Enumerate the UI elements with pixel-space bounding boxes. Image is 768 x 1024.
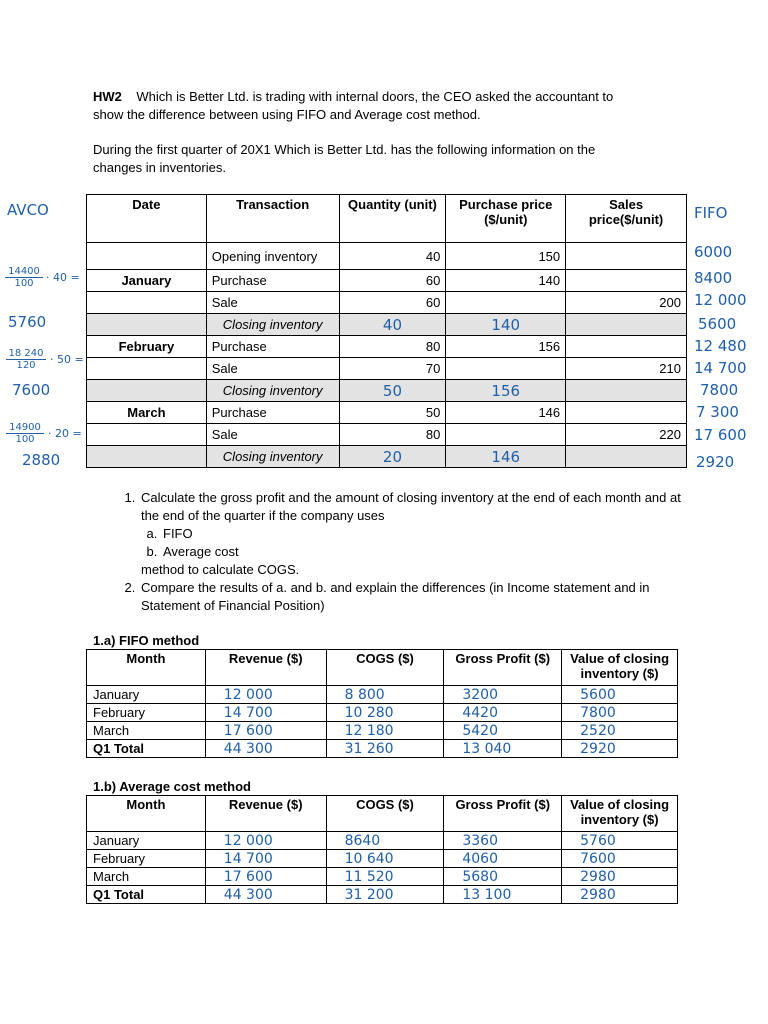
table-row: [87, 722, 678, 740]
avco-value-january: 5760: [8, 313, 47, 331]
cell-gross-profit: 3200: [444, 686, 562, 704]
table-row: [87, 336, 687, 358]
avco-fraction-february: [6, 348, 46, 371]
questions-list: [117, 489, 699, 615]
cell-month: March: [87, 722, 206, 740]
table-row: [87, 314, 687, 336]
avco-fraction-march: [6, 422, 44, 445]
cell-qty: 60: [339, 270, 446, 292]
cell-revenue: 17 600: [205, 722, 326, 740]
cell-price: 140: [446, 270, 566, 292]
cell-month: Q1 Total: [87, 740, 206, 758]
fraction-denominator: 120: [16, 360, 36, 371]
cell-month: January: [87, 832, 206, 850]
table-row: [87, 686, 678, 704]
inventory-table: [86, 194, 687, 468]
question-1-tail: method to calculate COGS.: [141, 562, 300, 577]
fifo-margin-value: 7 300: [696, 403, 739, 421]
hw-label: HW2: [93, 89, 122, 104]
header-transaction: Transaction: [206, 195, 339, 243]
fraction-denominator: 100: [14, 278, 34, 289]
cell-revenue: 44 300: [205, 740, 326, 758]
cell-cogs: 11 520: [326, 868, 444, 886]
intro-line1: Which is Better Ltd. is trading with internal doors, the CEO asked the accountant to: [136, 89, 614, 104]
cell-price: 150: [446, 243, 566, 270]
fifo-margin-value: 12 000: [694, 291, 747, 309]
cell-sales: [566, 314, 687, 336]
fifo-margin-value: 2920: [696, 453, 735, 471]
header-purchase-price: Purchase price ($/unit): [446, 195, 566, 243]
header-cogs: COGS ($): [326, 796, 444, 832]
fifo-margin-value: 12 480: [694, 337, 747, 355]
avco-value-march: 2880: [22, 451, 61, 469]
cell-gross-profit: 4060: [444, 850, 562, 868]
cell-transaction: Sale: [206, 424, 339, 446]
cell-revenue: 12 000: [205, 686, 326, 704]
cell-sales: 210: [566, 358, 687, 380]
header-date: Date: [87, 195, 207, 243]
avco-fraction-january: [5, 266, 43, 289]
avco-multiplier-january: · 40 =: [46, 271, 80, 284]
cell-closing-inventory: 2520: [562, 722, 678, 740]
cell-cogs: 12 180: [326, 722, 444, 740]
cell-sales: [566, 243, 687, 270]
option-average-cost: b. Average cost: [161, 543, 699, 561]
cell-closing-inventory: 2920: [562, 740, 678, 758]
cell-cogs: 31 260: [326, 740, 444, 758]
cell-closing-inventory: 5760: [562, 832, 678, 850]
cell-price: [446, 424, 566, 446]
avco-margin-title: AVCO: [7, 201, 49, 219]
cell-qty-handwritten: 50: [339, 380, 446, 402]
table-row: [87, 243, 687, 270]
table-row: [87, 832, 678, 850]
cell-sales: [566, 446, 687, 468]
cell-month: February: [87, 850, 206, 868]
cell-sales: [566, 380, 687, 402]
cell-sales: [566, 270, 687, 292]
cell-revenue: 44 300: [205, 886, 326, 904]
cell-transaction: Closing inventory: [206, 446, 339, 468]
cell-price: [446, 292, 566, 314]
table-row: [87, 292, 687, 314]
header-revenue: Revenue ($): [205, 796, 326, 832]
question-2: [139, 579, 699, 615]
header-quantity: Quantity (unit): [339, 195, 446, 243]
cell-closing-inventory: 2980: [562, 868, 678, 886]
fifo-margin-value: 14 700: [694, 359, 747, 377]
intro-paragraph-2: [93, 141, 683, 177]
avco-multiplier-february: · 50 =: [50, 353, 84, 366]
cell-qty: 50: [339, 402, 446, 424]
cell-price-handwritten: 156: [446, 380, 566, 402]
cell-qty: 70: [339, 358, 446, 380]
cell-date: [87, 424, 207, 446]
fifo-margin-value: 6000: [694, 243, 733, 261]
cell-closing-inventory: 7800: [562, 704, 678, 722]
cell-cogs: 31 200: [326, 886, 444, 904]
cell-transaction: Sale: [206, 292, 339, 314]
cell-date: February: [87, 336, 207, 358]
cell-transaction: Purchase: [206, 270, 339, 292]
cell-price: 146: [446, 402, 566, 424]
fifo-section-title: 1.a) FIFO method: [93, 633, 200, 648]
fifo-margin-value: 17 600: [694, 426, 747, 444]
cell-gross-profit: 13 100: [444, 886, 562, 904]
cell-revenue: 17 600: [205, 868, 326, 886]
header-cogs: COGS ($): [326, 650, 444, 686]
fifo-margin-value: 7800: [700, 381, 739, 399]
cell-cogs: 10 640: [326, 850, 444, 868]
cell-month: March: [87, 868, 206, 886]
cell-price: 156: [446, 336, 566, 358]
table-row: [87, 402, 687, 424]
header-month: Month: [87, 650, 206, 686]
cell-date: [87, 380, 207, 402]
cell-price: [446, 358, 566, 380]
header-closing-inventory: Value of closing inventory ($): [562, 796, 678, 832]
cell-closing-inventory: 5600: [562, 686, 678, 704]
cell-price-handwritten: 140: [446, 314, 566, 336]
cell-gross-profit: 4420: [444, 704, 562, 722]
header-closing-inventory: Value of closing inventory ($): [562, 650, 678, 686]
cell-date: [87, 314, 207, 336]
cell-qty: 80: [339, 424, 446, 446]
cell-sales: [566, 336, 687, 358]
intro-para2-line2: changes in inventories.: [93, 160, 226, 175]
cell-transaction: Closing inventory: [206, 314, 339, 336]
cell-gross-profit: 5680: [444, 868, 562, 886]
cell-qty-handwritten: 40: [339, 314, 446, 336]
table-row-total: [87, 740, 678, 758]
cell-revenue: 14 700: [205, 850, 326, 868]
cell-date: [87, 292, 207, 314]
fraction-numerator: 14900: [6, 422, 44, 434]
cell-date: [87, 358, 207, 380]
cell-qty: 80: [339, 336, 446, 358]
option-fifo: a. FIFO: [161, 525, 699, 543]
intro-paragraph: [93, 88, 683, 124]
cell-revenue: 14 700: [205, 704, 326, 722]
header-revenue: Revenue ($): [205, 650, 326, 686]
cell-date: January: [87, 270, 207, 292]
avco-value-february: 7600: [12, 381, 51, 399]
table-row-total: [87, 886, 678, 904]
cell-cogs: 8640: [326, 832, 444, 850]
fifo-results-table: [86, 649, 678, 758]
cell-qty: 40: [339, 243, 446, 270]
table-row: [87, 358, 687, 380]
cell-cogs: 10 280: [326, 704, 444, 722]
table-row: [87, 868, 678, 886]
cell-transaction: Purchase: [206, 402, 339, 424]
fifo-margin-value: 5600: [698, 315, 737, 333]
cell-revenue: 12 000: [205, 832, 326, 850]
fraction-numerator: 18 240: [6, 348, 46, 360]
cell-month: February: [87, 704, 206, 722]
header-sales-price: Sales price($/unit): [566, 195, 687, 243]
fraction-denominator: 100: [15, 434, 35, 445]
table-row: [87, 446, 687, 468]
cell-gross-profit: 5420: [444, 722, 562, 740]
fraction-numerator: 14400: [5, 266, 43, 278]
cell-month: Q1 Total: [87, 886, 206, 904]
fifo-margin-value: 8400: [694, 269, 733, 287]
cell-transaction: Sale: [206, 358, 339, 380]
cell-transaction: Closing inventory: [206, 380, 339, 402]
table-row: [87, 704, 678, 722]
header-gross-profit: Gross Profit ($): [444, 796, 562, 832]
cell-date: March: [87, 402, 207, 424]
table-row: [87, 850, 678, 868]
cell-sales: 200: [566, 292, 687, 314]
avco-section-title: 1.b) Average cost method: [93, 779, 251, 794]
cell-sales: 220: [566, 424, 687, 446]
cell-date: [87, 243, 207, 270]
cell-cogs: 8 800: [326, 686, 444, 704]
cell-qty: 60: [339, 292, 446, 314]
intro-line2: show the difference between using FIFO and Average cost method.: [93, 107, 481, 122]
question-1: [139, 489, 699, 579]
cell-closing-inventory: 2980: [562, 886, 678, 904]
cell-qty-handwritten: 20: [339, 446, 446, 468]
cell-closing-inventory: 7600: [562, 850, 678, 868]
avco-results-table: [86, 795, 678, 904]
cell-price-handwritten: 146: [446, 446, 566, 468]
question-1-options: [141, 525, 699, 561]
table-row: [87, 270, 687, 292]
table-row: [87, 380, 687, 402]
cell-transaction: Purchase: [206, 336, 339, 358]
question-1-text: Calculate the gross profit and the amount of closing inventory at the end of each month and at the end of the quarter if the company uses: [141, 490, 681, 523]
cell-transaction: Opening inventory: [206, 243, 339, 270]
cell-date: [87, 446, 207, 468]
cell-gross-profit: 13 040: [444, 740, 562, 758]
fifo-margin-title: FIFO: [694, 204, 728, 222]
cell-sales: [566, 402, 687, 424]
intro-para2-line1: During the first quarter of 20X1 Which is Better Ltd. has the following information on the: [93, 142, 596, 157]
avco-multiplier-march: · 20 =: [48, 427, 82, 440]
cell-gross-profit: 3360: [444, 832, 562, 850]
header-month: Month: [87, 796, 206, 832]
table-row: [87, 424, 687, 446]
cell-month: January: [87, 686, 206, 704]
header-gross-profit: Gross Profit ($): [444, 650, 562, 686]
question-2-text: Compare the results of a. and b. and explain the differences (in Income statement and in Statement of Financial Position): [141, 580, 650, 613]
